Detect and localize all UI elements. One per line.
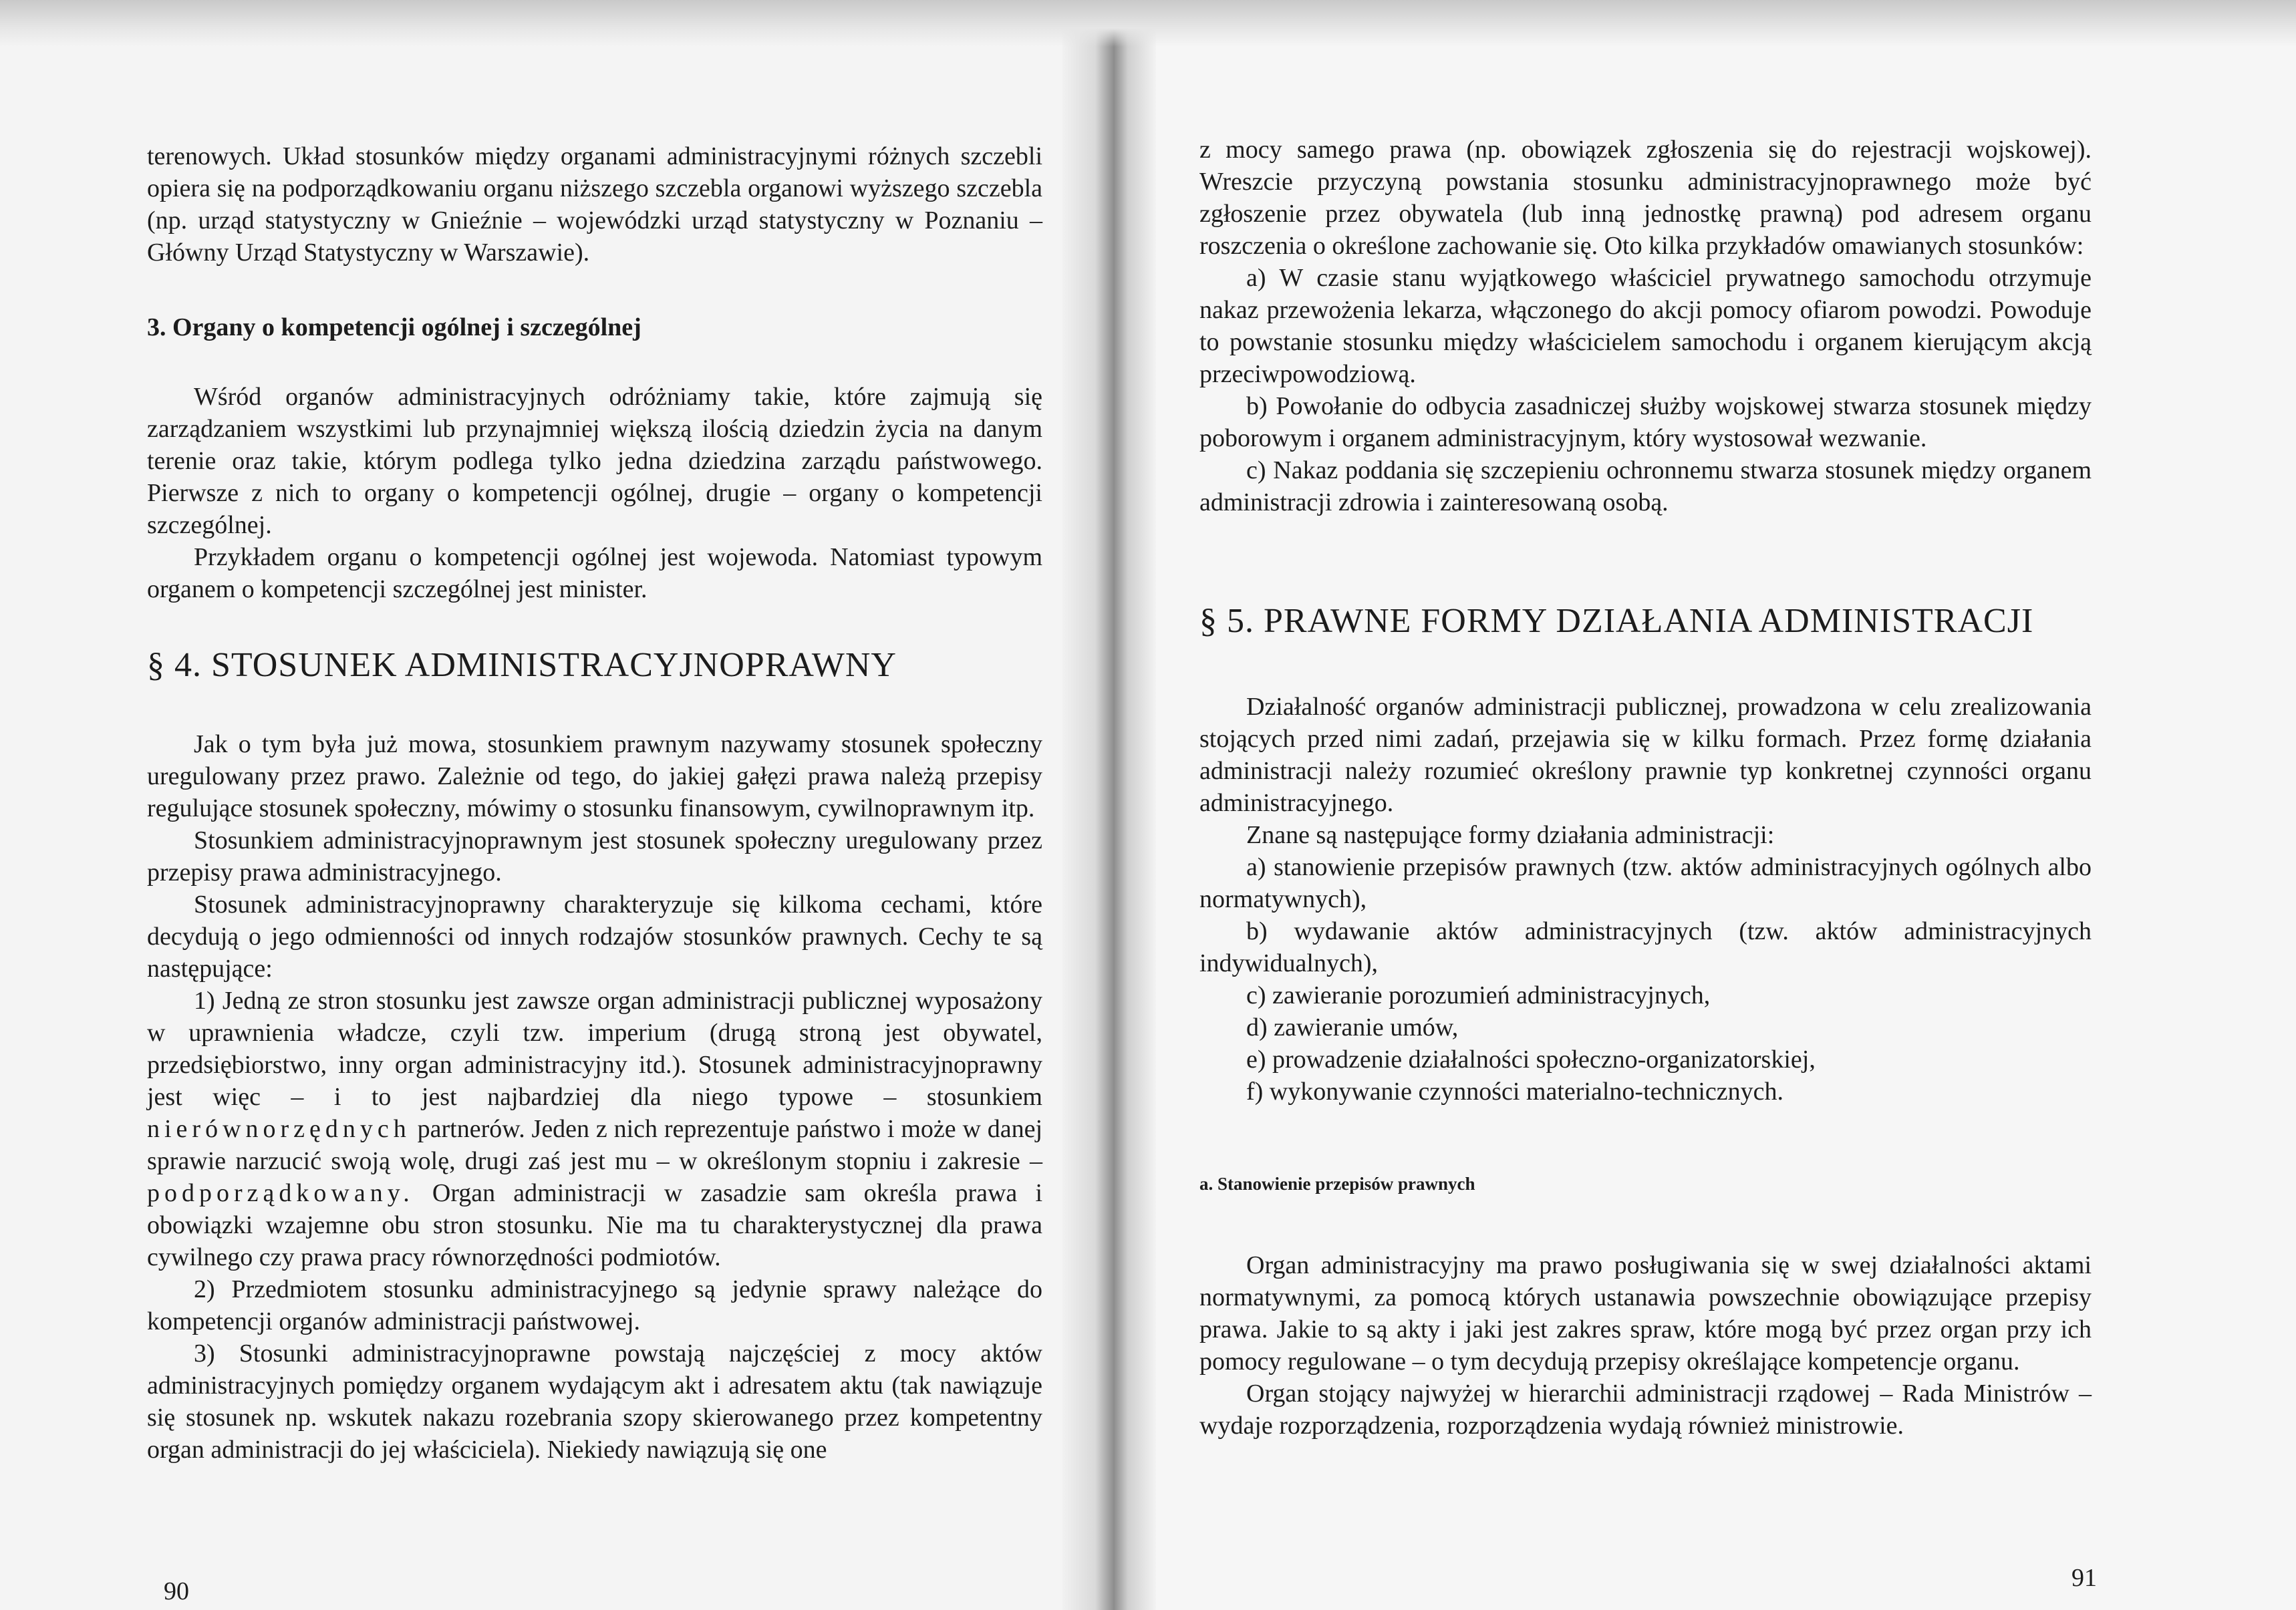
heading-organy-kompetencji: 3. Organy o kompetencji ogólnej i szczególnej xyxy=(147,313,641,341)
example-b: b) Powołanie do odbycia zasadniczej służby wojskowej stwarza stosunek między poborowym i organem administracyjnym, który wystosował wezwanie. xyxy=(1199,392,2092,452)
section-heading-formy-dzialania: § 5. PRAWNE FORMY DZIAŁANIA ADMINISTRACJI xyxy=(1199,602,2034,640)
paragraph-stosunek-1: Jak o tym była już mowa, stosunkiem prawnym nazywamy stosunek społeczny uregulowany przez prawo. Zależnie od tego, do jakiej gałęzi prawa należą przepisy regulujące stosunek społeczny, mówimy o stosunku finansowym, cywilnoprawnym itp. xyxy=(147,730,1042,822)
form-item-c: c) zawieranie porozumień administracyjnych, xyxy=(1246,981,1711,1009)
right-page-text xyxy=(1199,134,2092,1442)
left-page-text xyxy=(147,140,1042,1466)
paragraph-continuation: z mocy samego prawa (np. obowiązek zgłoszenia się do rejestracji wojskowej). Wreszcie przyczyną powstania stosunku administracyjnoprawnego może być zgłoszenie przez obywatela (lub inną jednostkę prawną) pod adresem organu roszczenia o określone zachowanie się. Oto kilka przykładów omawianych stosunków: xyxy=(1199,136,2092,260)
list-item-1-part-b: partnerów. Jeden z nich reprezentuje państwo i może w danej sprawie narzucić swoją wolę, drugi zaś jest mu – w określonym stopniu i zakresie – xyxy=(147,1115,1043,1175)
form-item-e: e) prowadzenie działalności społeczno-organizatorskiej, xyxy=(1246,1045,1816,1074)
subheading-stanowienie-przepisow: a. Stanowienie przepisów prawnych xyxy=(1199,1174,1475,1194)
paragraph-stosunek-2: Stosunkiem administracyjnoprawnym jest stosunek społeczny uregulowany przez przepisy prawa administracyjnego. xyxy=(147,826,1042,887)
form-item-a: a) stanowienie przepisów prawnych (tzw. aktów administracyjnych ogólnych albo normatywnych), xyxy=(1199,853,2092,913)
paragraph-organy-1: Wśród organów administracyjnych odróżniamy takie, które zajmują się zarządzaniem wszystkimi lub przynajmniej większą ilością dziedzin życia na danym terenie oraz takie, którym podlega tylko jedna dziedzina zarządu państwowego. Pierwsze z nich to organy o kompetencji ogólnej, drugie – organy o kompetencji szczególnej. xyxy=(147,383,1042,539)
list-item-1-part-a: 1) Jedną ze stron stosunku jest zawsze organ administracji publicznej wyposażony w uprawnienia władcze, czyli tzw. imperium (drugą stroną jest obywatel, przedsiębiorstwo, inny organ administracyjny itd.). Stosunek administracyjnoprawny jest więc – i to jest najbardziej dla niego typowe – stosunkiem xyxy=(147,987,1042,1111)
page-number-right: 91 xyxy=(2071,1564,2097,1592)
emphasis-nierownorzednych: nierównorzędnych xyxy=(147,1115,411,1143)
list-item-2: 2) Przedmiotem stosunku administracyjnego są jedynie sprawy należące do kompetencji organów administracji państwowej. xyxy=(147,1275,1042,1335)
paragraph-przepisy-2: Organ stojący najwyżej w hierarchii administracji rządowej – Rada Ministrów – wydaje rozporządzenia, rozporządzenia wydają również ministrowie. xyxy=(1199,1380,2092,1440)
list-item-3: 3) Stosunki administracyjnoprawne powstają najczęściej z mocy aktów administracyjnych pomiędzy organem wydającym akt i adresatem aktu (tak nawiązuje się stosunek np. wskutek nakazu rozebrania szopy skierowanego przez kompetentny organ administracji do jej właściciela). Niekiedy nawiązują się one xyxy=(147,1339,1042,1464)
book-gutter xyxy=(1062,0,1156,1610)
paragraph-organy-2: Przykładem organu o kompetencji ogólnej jest wojewoda. Natomiast typowym organem o kompetencji szczególnej jest minister. xyxy=(147,543,1042,603)
list-item-1-part-c: Organ administracji w zasadzie sam określa prawa i obowiązki wzajemne obu stron stosunku. Nie ma tu charakterystycznej dla prawa cywilnego czy prawa pracy równorzędności podmiotów. xyxy=(147,1179,1043,1271)
list-item-1 xyxy=(147,985,1042,1273)
paragraph-przepisy-1: Organ administracyjny ma prawo posługiwania się w swej działalności aktami normatywnymi, za pomocą których ustanawia powszechnie obowiązujące przepisy prawa. Jakie to są akty i jaki jest zakres spraw, które mogą być przez organ przy ich pomocy regulowane – o tym decydują przepisy określające kompetencje organu. xyxy=(1199,1251,2092,1376)
paragraph-formy-1: Działalność organów administracji publicznej, prowadzona w celu zrealizowania stojących przed nimi zadań, przejawia się w kilku formach. Przez formę działania administracji należy rozumieć określony prawnie typ konkretnej czynności organu administracyjnego. xyxy=(1199,693,2092,817)
page-number-left: 90 xyxy=(164,1577,189,1605)
scan-top-shadow xyxy=(0,0,2296,47)
form-item-d: d) zawieranie umów, xyxy=(1246,1013,1459,1041)
paragraph-intro: terenowych. Układ stosunków między organami administracyjnymi różnych szczebli opiera się na podporządkowaniu organu niższego szczebla organowi wyższego szczebla (np. urząd statystyczny w Gnieźnie – wojewódzki urząd statystyczny w Poznaniu – Główny Urząd Statystyczny w Warszawie). xyxy=(147,142,1042,267)
example-a: a) W czasie stanu wyjątkowego właściciel prywatnego samochodu otrzymuje nakaz przewożenia lekarza, włączonego do akcji pomocy ofiarom powodzi. Powoduje to powstanie stosunku między właścicielem samochodu i organem kierującym akcją przeciwpowodziową. xyxy=(1199,264,2092,388)
paragraph-stosunek-3: Stosunek administracyjnoprawny charakteryzuje się kilkoma cechami, które decydują o jego odmienności od innych rodzajów stosunków prawnych. Cechy te są następujące: xyxy=(147,891,1042,983)
form-item-f: f) wykonywanie czynności materialno-technicznych. xyxy=(1246,1078,1784,1106)
paragraph-formy-2: Znane są następujące formy działania administracji: xyxy=(1246,821,1775,849)
emphasis-podporzadkowany: podporządkowany. xyxy=(147,1179,414,1207)
section-heading-stosunek: § 4. STOSUNEK ADMINISTRACYJNOPRAWNY xyxy=(147,646,897,684)
form-item-b: b) wydawanie aktów administracyjnych (tzw. aktów administracyjnych indywidualnych), xyxy=(1199,917,2092,977)
example-c: c) Nakaz poddania się szczepieniu ochronnemu stwarza stosunek między organem administracji zdrowia i zainteresowaną osobą. xyxy=(1199,456,2092,516)
